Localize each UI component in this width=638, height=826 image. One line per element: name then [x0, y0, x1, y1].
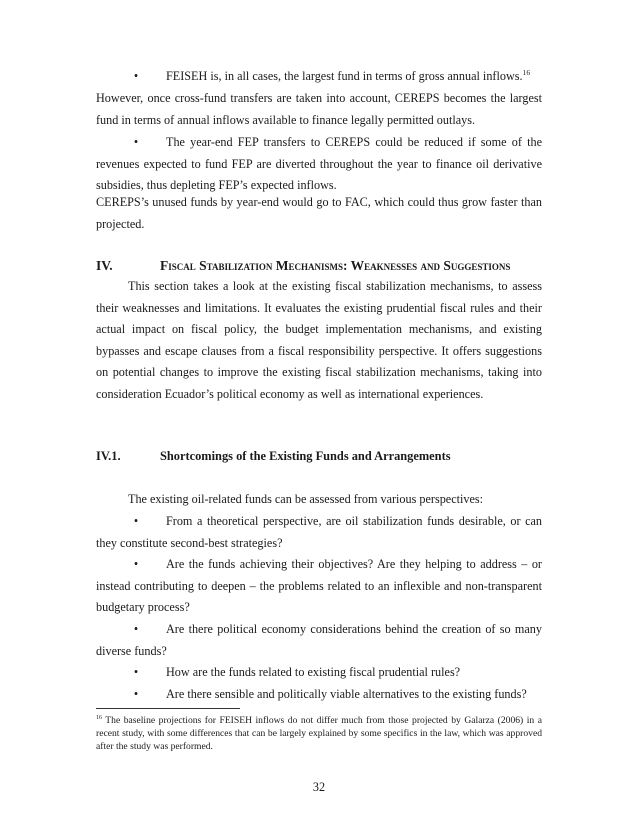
footnote-reference[interactable]: 16	[522, 67, 531, 77]
bullet-paragraph-feiseh	[96, 66, 542, 88]
bullet-text: FEISEH is, in all cases, the largest fund in terms of gross annual inflows.	[166, 69, 523, 83]
bullet-icon: •	[133, 135, 139, 149]
footnote	[96, 714, 542, 754]
footnote-text: The baseline projections for FEISEH inflows do not differ much from those projected by Galarza (2006) in a recent study, with some differences that can be largely explained by some specifics in the law, which was approved after the study was performed.	[96, 715, 542, 753]
question-bullet	[96, 619, 542, 662]
bullet-text: Are there sensible and politically viable alternatives to the existing funds?	[166, 687, 527, 701]
question-bullet	[96, 684, 542, 706]
section-number: IV.	[96, 258, 113, 273]
subsection-title: Shortcomings of the Existing Funds and Arrangements	[160, 449, 451, 463]
bullet-text: Are the funds achieving their objectives? Are they helping to address – or instead contributing to deepen – the problems related to an inflexible and non-transparent budgetary process?	[96, 557, 542, 615]
paragraph-cereps: CEREPS’s unused funds by year-end would go to FAC, which could thus grow faster than projected.	[96, 195, 542, 231]
subsection-number: IV.1.	[96, 449, 121, 463]
bullet-icon: •	[133, 557, 139, 571]
bullet-text: The year-end FEP transfers to CEREPS could be reduced if some of the revenues expected to fund FEP are diverted throughout the year to finance oil derivative subsidies, thus depleting FEP’s expected inflows.	[96, 135, 542, 193]
bullet-icon: •	[133, 665, 139, 679]
section-title: Fiscal Stabilization Mechanisms: Weaknesses and Suggestions	[160, 258, 511, 273]
bullet-icon: •	[133, 622, 139, 636]
bullet-paragraph-fep	[96, 132, 542, 197]
footnote-separator	[96, 708, 240, 709]
section-intro-paragraph: This section takes a look at the existing fiscal stabilization mechanisms, to assess their weaknesses and limitations. It evaluates the existing prudential fiscal rules and their actual impact on fiscal policy, the budget implementation mechanisms, and existing bypasses and escape clauses from a fiscal responsibility perspective. It offers suggestions on potential changes to improve the existing fiscal stabilization mechanisms, taking into consideration Ecuador’s political economy as well as international experiences.	[96, 279, 542, 401]
bullet-text: How are the funds related to existing fiscal prudential rules?	[166, 665, 461, 679]
subsection-intro: The existing oil-related funds can be assessed from various perspectives:	[128, 492, 484, 506]
question-bullet	[96, 554, 542, 619]
bullet-text: Are there political economy considerations behind the creation of so many diverse funds?	[96, 622, 542, 658]
footnote-number: 16	[96, 714, 102, 721]
page-number: 32	[312, 780, 326, 794]
paragraph-continuation: However, once cross-fund transfers are taken into account, CEREPS becomes the largest fund in terms of annual inflows available to finance legally permitted outlays.	[96, 91, 542, 127]
bullet-icon: •	[133, 69, 139, 83]
bullet-icon: •	[133, 687, 139, 701]
bullet-icon: •	[133, 514, 139, 528]
bullet-text: From a theoretical perspective, are oil stabilization funds desirable, or can they constitute second-best strategies?	[96, 514, 542, 550]
question-bullet	[96, 511, 542, 554]
question-bullet	[96, 662, 542, 684]
